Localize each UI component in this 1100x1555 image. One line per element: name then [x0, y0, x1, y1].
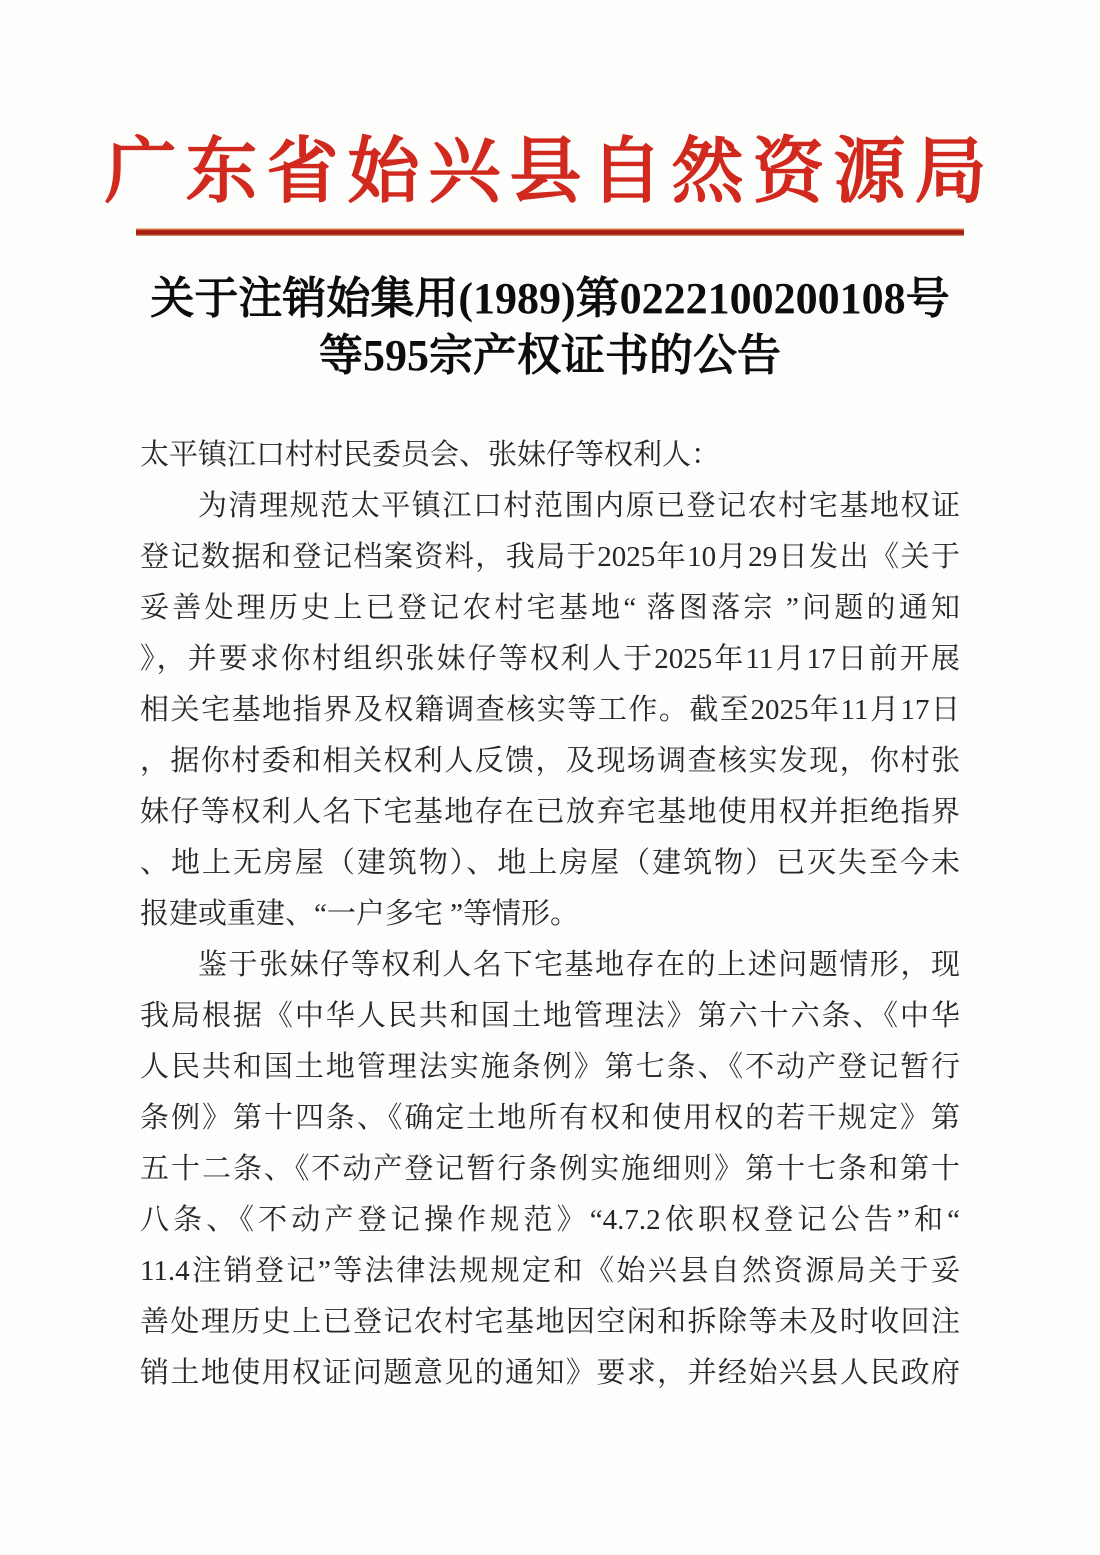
document-line: 人民共和国土地管理法实施条例》第七条、《不动产登记暂行 [140, 1051, 960, 1083]
document-line: 妥善处理历史上已登记农村宅基地“ 落图落宗 ”问题的通知 [140, 592, 960, 624]
document-line: 登记数据和登记档案资料，我局于2025年10月29日发出《关于 [140, 541, 960, 573]
document-line: 销土地使用权证问题意见的通知》要求，并经始兴县人民政府 [140, 1357, 960, 1389]
document-line: 为清理规范太平镇江口村范围内原已登记农村宅基地权证 [198, 490, 960, 522]
document-line: 善处理历史上已登记农村宅基地因空闲和拆除等未及时收回注 [140, 1306, 960, 1338]
document-line: 》，并要求你村组织张妹仔等权利人于2025年11月17日前开展 [140, 643, 960, 675]
document-line: 、地上无房屋（建筑物）、地上房屋（建筑物）已灭失至今未 [140, 847, 960, 879]
document-title-line1: 关于注销始集用(1989)第0222100200108号 [150, 274, 950, 323]
letterhead-rule [136, 228, 964, 236]
letterhead-title: 广东省始兴县自然资源局 [104, 132, 996, 212]
document-line: 鉴于张妹仔等权利人名下宅基地存在的上述问题情形，现 [198, 949, 960, 981]
document-line: 11.4注销登记”等法律法规规定和《始兴县自然资源局关于妥 [140, 1255, 960, 1287]
document-line: 报建或重建、“一户多宅 ”等情形。 [140, 898, 579, 930]
salutation-line: 太平镇江口村村民委员会、张妹仔等权利人： [140, 439, 721, 471]
document-line: 条例》第十四条、《确定土地所有权和使用权的若干规定》第 [140, 1102, 960, 1134]
document-line: 我局根据《中华人民共和国土地管理法》第六十六条、《中华 [140, 1000, 960, 1032]
document-title-line2: 等595宗产权证书的公告 [319, 331, 781, 380]
paragraphs-container [140, 481, 960, 1399]
letterhead [0, 130, 1100, 236]
document-line: 五十二条、《不动产登记暂行条例实施细则》第十七条和第十 [140, 1153, 960, 1185]
document-line: ，据你村委和相关权利人反馈，及现场调查核实发现，你村张 [140, 745, 960, 777]
document-line: 妹仔等权利人名下宅基地存在已放弃宅基地使用权并拒绝指界 [140, 796, 960, 828]
document-title [0, 270, 1100, 384]
document-body [140, 430, 960, 1399]
document-line: 八条、《不动产登记操作规范》“4.7.2依职权登记公告”和“ [140, 1204, 960, 1236]
document-line: 相关宅基地指界及权籍调查核实等工作。截至2025年11月17日 [140, 694, 960, 726]
